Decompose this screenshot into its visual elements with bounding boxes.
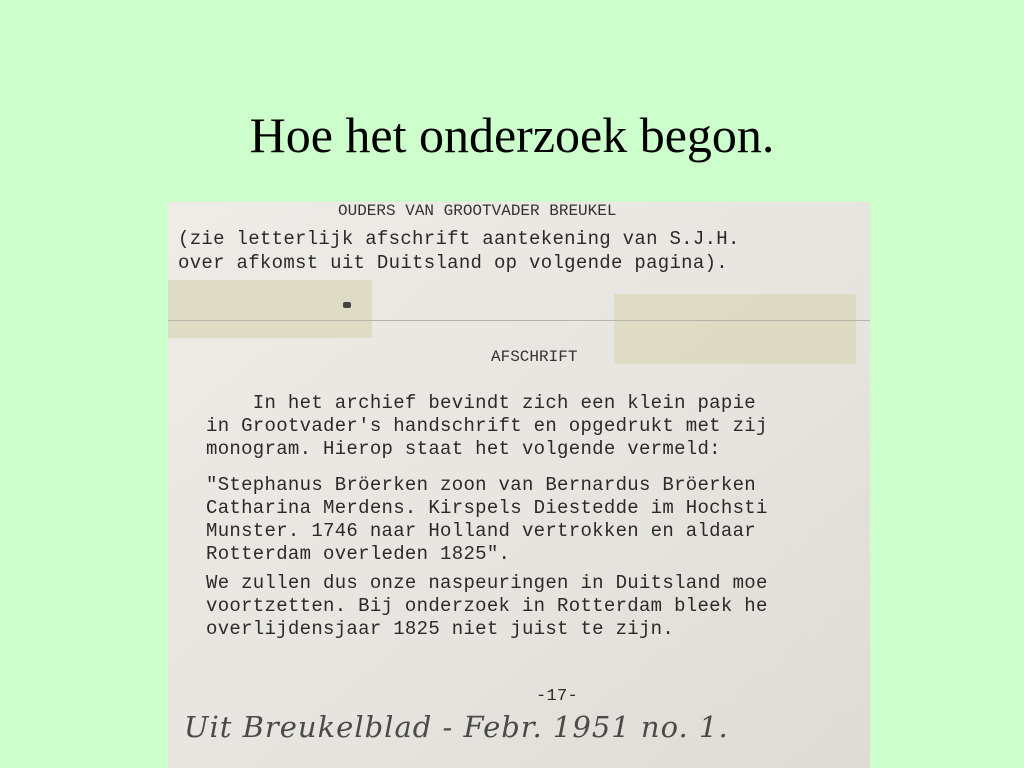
- paragraph-1-line-3: monogram. Hierop staat het volgende vermeld:: [206, 438, 721, 460]
- intro-line-1: (zie letterlijk afschrift aantekening van S.J.H.: [178, 228, 740, 250]
- document-heading: OUDERS VAN GROOTVADER BREUKEL: [338, 202, 617, 220]
- paragraph-2-line-3: overlijdensjaar 1825 niet juist te zijn.: [206, 618, 675, 640]
- tape-strip-right: [614, 294, 856, 364]
- paper-fold-line: [168, 320, 870, 321]
- quote-line-4: Rotterdam overleden 1825".: [206, 543, 511, 565]
- paragraph-1-line-2: in Grootvader's handschrift en opgedrukt met zij: [206, 415, 768, 437]
- paragraph-1-line-1: In het archief bevindt zich een klein papie: [206, 392, 756, 414]
- tape-strip-left: [168, 280, 372, 338]
- quote-line-2: Catharina Merdens. Kirspels Diestedde im Hochsti: [206, 497, 768, 519]
- paragraph-2-line-2: voortzetten. Bij onderzoek in Rotterdam bleek he: [206, 595, 768, 617]
- scanned-document: [168, 202, 870, 768]
- section-title: AFSCHRIFT: [491, 348, 578, 366]
- quote-line-1: "Stephanus Bröerken zoon van Bernardus Bröerken: [206, 474, 756, 496]
- page-number: -17-: [536, 687, 579, 706]
- intro-line-2: over afkomst uit Duitsland op volgende pagina).: [178, 252, 728, 274]
- ink-mark: [343, 302, 351, 308]
- handwritten-note: Uit Breukelblad - Febr. 1951 no. 1.: [184, 710, 729, 744]
- paragraph-2-line-1: We zullen dus onze naspeuringen in Duitsland moe: [206, 572, 768, 594]
- quote-line-3: Munster. 1746 naar Holland vertrokken en aldaar: [206, 520, 756, 542]
- slide-title: Hoe het onderzoek begon.: [249, 107, 775, 163]
